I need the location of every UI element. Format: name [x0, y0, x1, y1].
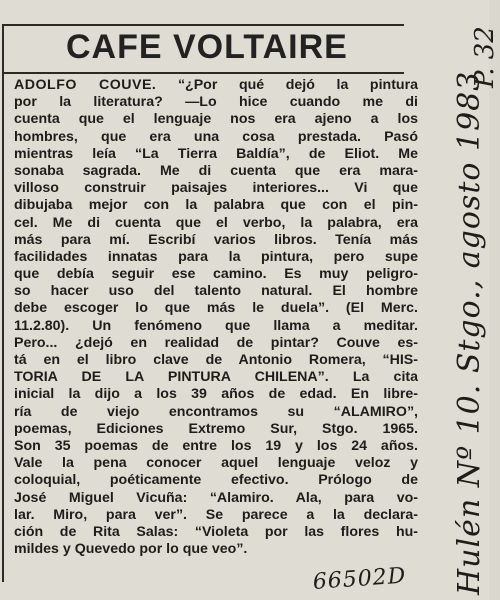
article-line-text: José Miguel Vicuña: “Alamiro. Ala, para vo-	[14, 489, 418, 506]
article-line	[14, 404, 418, 421]
article-line	[14, 283, 418, 300]
article-line-text: mientras leía “La Tierra Baldía”, de Eliot. Me	[14, 145, 418, 162]
article-line-text: TORIA DE LA PINTURA CHILENA”. La cita	[14, 369, 418, 386]
handwritten-page-note: P. 32	[470, 26, 500, 88]
bleed-through-text	[64, 0, 404, 20]
article-line	[14, 215, 418, 232]
handwritten-source-note: Hulén Nº 10. Stgo., agosto 1983	[452, 70, 487, 595]
article-line	[14, 335, 418, 352]
article-line	[14, 197, 418, 214]
article-line	[14, 300, 418, 317]
article-line	[14, 421, 418, 438]
article-line-text: tá en el libro clave de Antonio Romera, “HIS-	[14, 352, 418, 368]
article-line-text: mildes y Quevedo por lo que veo”.	[14, 541, 248, 558]
article-line	[14, 541, 418, 558]
article-line	[14, 352, 418, 369]
article-line	[14, 455, 418, 472]
article-line-text: ción de Rita Salas: “Violeta por las flores hu-	[14, 523, 418, 540]
article-line	[14, 524, 418, 541]
article-line	[14, 180, 418, 197]
article-line-text: más para mí. Escribí varios libros. Tenía más	[14, 231, 418, 248]
article-line	[14, 490, 418, 507]
article-line-text: Pero... ¿dejó en realidad de pintar? Couve es-	[14, 334, 418, 351]
article-line	[14, 94, 418, 111]
article-line-text: so hacer uso del talento natural. El hombre	[14, 283, 418, 300]
article-line	[14, 249, 418, 266]
article-line	[14, 77, 418, 94]
article-line-text: cuenta que el lenguaje nos era ajeno a los	[14, 111, 418, 128]
article-line	[14, 266, 418, 283]
article-line-text: debe escoger lo que más le duela”. (El Merc.	[14, 300, 418, 317]
article-line-text: villoso construir paisajes interiores... Vi que	[14, 180, 418, 197]
article-line-text: 11.2.80). Un fenómeno que llama a meditar.	[14, 317, 418, 334]
handwritten-catalog-code: 66502D	[312, 563, 408, 595]
article-line	[14, 146, 418, 163]
article-line	[14, 386, 418, 403]
article-line-text: Son 35 poemas de entre los 19 y los 24 años.	[14, 437, 418, 454]
article-line	[14, 507, 418, 524]
article-line-text: coloquial, poéticamente efectivo. Prólogo de	[14, 472, 418, 489]
article-line	[14, 111, 418, 128]
article-line	[14, 369, 418, 386]
article-line-text: ría de viejo encontramos su “ALAMIRO”,	[14, 403, 418, 420]
article-line-text: que debía seguir ese camino. Es muy peligro-	[14, 266, 418, 283]
article-line-text: poemas, Ediciones Extremo Sur, Stgo. 1965.	[14, 420, 418, 437]
article-line-text: inicial la dijo a los 39 años de edad. En libre-	[14, 386, 418, 403]
author-name: ADOLFO COUVE.	[14, 77, 157, 93]
article-body	[14, 77, 418, 558]
article-line	[14, 438, 418, 455]
article-line-text: facilidades innatas para la pintura, pero supe	[14, 248, 418, 265]
article-line-text: sonaba sagrada. Me di cuenta que era mara-	[14, 162, 418, 179]
article-line-text: hombres, que era una cosa prestada. Pasó	[14, 128, 418, 145]
article-line-text: cel. Me di cuenta que el verbo, la palabra, era	[14, 214, 418, 231]
left-rule	[2, 70, 4, 582]
article-line	[14, 129, 418, 146]
article-line-text: por la literatura? —Lo hice cuando me di	[14, 94, 418, 111]
article-line-text: “¿Por qué dejó la pintura	[156, 77, 418, 93]
article-line-text: Vale la pena conocer aquel lenguaje veloz y	[14, 455, 418, 472]
article-line	[14, 472, 418, 489]
article-line	[14, 232, 418, 249]
article-line-text: dibujaba mejor con la palabra que con el pin-	[14, 197, 418, 214]
column-heading: CAFE VOLTAIRE	[66, 28, 348, 66]
article-line-text: lar. Miro, para ver”. Se parece a la declara-	[14, 506, 418, 523]
article-line	[14, 318, 418, 335]
article-line	[14, 163, 418, 180]
